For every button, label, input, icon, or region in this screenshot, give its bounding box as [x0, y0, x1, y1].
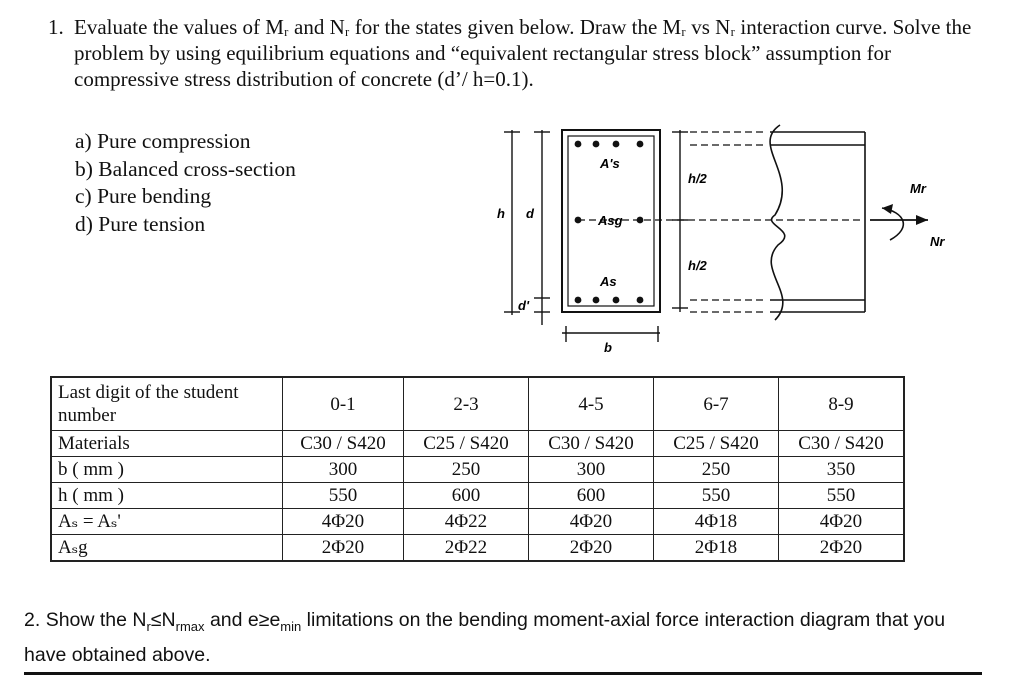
table-cell: 250: [404, 457, 529, 483]
question-2-text-a: Show the N: [45, 609, 147, 631]
label-nr: Nr: [930, 234, 945, 249]
table-cell: 550: [779, 483, 904, 509]
table-cell: C25 / S420: [654, 431, 779, 457]
table-row: [52, 509, 904, 535]
row-label: h ( mm ): [52, 483, 283, 509]
label-b: b: [604, 340, 612, 355]
table-cell: 250: [654, 457, 779, 483]
option-pure-compression: a) Pure compression: [75, 129, 251, 153]
question-2: [24, 606, 984, 670]
table-cell: 4Φ20: [529, 509, 654, 535]
moment-arrow-head: [882, 204, 893, 214]
moment-arc: [882, 208, 903, 240]
table-row: [52, 431, 904, 457]
label-mr: Mr: [910, 181, 926, 196]
label-as-top: A's: [600, 156, 620, 171]
row-label: Aₛg: [52, 535, 283, 561]
table-cell: 600: [404, 483, 529, 509]
table-cell: 2Φ20: [529, 535, 654, 561]
question-2-text-c: limitations on the bending moment-axial force interaction diagram that you have obtained above.: [24, 609, 946, 666]
label-d-prime: d': [518, 298, 530, 313]
table-cell: C30 / S420: [529, 431, 654, 457]
table-cell: 550: [654, 483, 779, 509]
label-as-bottom: As: [600, 274, 617, 289]
table-cell: 2Φ20: [779, 535, 904, 561]
label-h: h: [497, 206, 505, 221]
row-label: Materials: [52, 431, 283, 457]
header-col: 2-3: [404, 378, 529, 431]
subscript-min: min: [280, 618, 302, 634]
option-pure-bending: c) Pure bending: [75, 184, 212, 208]
table-cell: 4Φ22: [404, 509, 529, 535]
table-cell: 300: [283, 457, 404, 483]
row-label: b ( mm ): [52, 457, 283, 483]
table-cell: 550: [283, 483, 404, 509]
header-col: 4-5: [529, 378, 654, 431]
table-cell: 2Φ22: [404, 535, 529, 561]
header-col: 6-7: [654, 378, 779, 431]
table-cell: 300: [529, 457, 654, 483]
table-row: [52, 535, 904, 561]
table-cell: 2Φ18: [654, 535, 779, 561]
header-label: Last digit of the student number: [52, 378, 283, 431]
table-cell: 4Φ20: [779, 509, 904, 535]
label-d: d: [526, 206, 534, 221]
table-cell: C25 / S420: [404, 431, 529, 457]
label-h2-top: h/2: [688, 171, 707, 186]
state-options: [75, 128, 296, 238]
table-cell: 2Φ20: [283, 535, 404, 561]
label-asg: Asg: [598, 213, 623, 228]
question-2-le: ≤N: [150, 609, 176, 631]
question-1-text: Evaluate the values of Mᵣ and Nᵣ for the states given below. Draw the Mᵣ vs Nᵣ interaction curve. Solve the problem by using equilibrium equations and “equivalent rectangular stress block” assumption for compressive stress distribution of concrete (d’/ h=0.1).: [74, 15, 972, 91]
student-data-table: [51, 377, 904, 561]
table-row: [52, 483, 904, 509]
bottom-rule: [24, 672, 982, 675]
cross-section-figure: [480, 120, 1000, 360]
question-1-number: 1.: [48, 15, 64, 39]
table-cell: 350: [779, 457, 904, 483]
table-cell: C30 / S420: [283, 431, 404, 457]
label-h2-bottom: h/2: [688, 258, 707, 273]
table-row: [52, 457, 904, 483]
option-balanced: b) Balanced cross-section: [75, 156, 296, 181]
option-pure-tension: d) Pure tension: [75, 211, 206, 236]
break-line: [770, 125, 785, 320]
table-cell: 600: [529, 483, 654, 509]
subscript-rmax: rmax: [175, 618, 205, 634]
table-cell: 4Φ18: [654, 509, 779, 535]
table-cell: 4Φ20: [283, 509, 404, 535]
table-cell: C30 / S420: [779, 431, 904, 457]
table-header-row: [52, 378, 904, 431]
question-2-text-b: and e≥e: [204, 609, 281, 631]
question-2-number: 2.: [24, 609, 41, 631]
subscript-r: r: [146, 618, 151, 634]
axial-arrow-head: [916, 215, 928, 225]
header-col: 8-9: [779, 378, 904, 431]
row-label: Aₛ = Aₛ': [52, 509, 283, 535]
header-col: 0-1: [283, 378, 404, 431]
